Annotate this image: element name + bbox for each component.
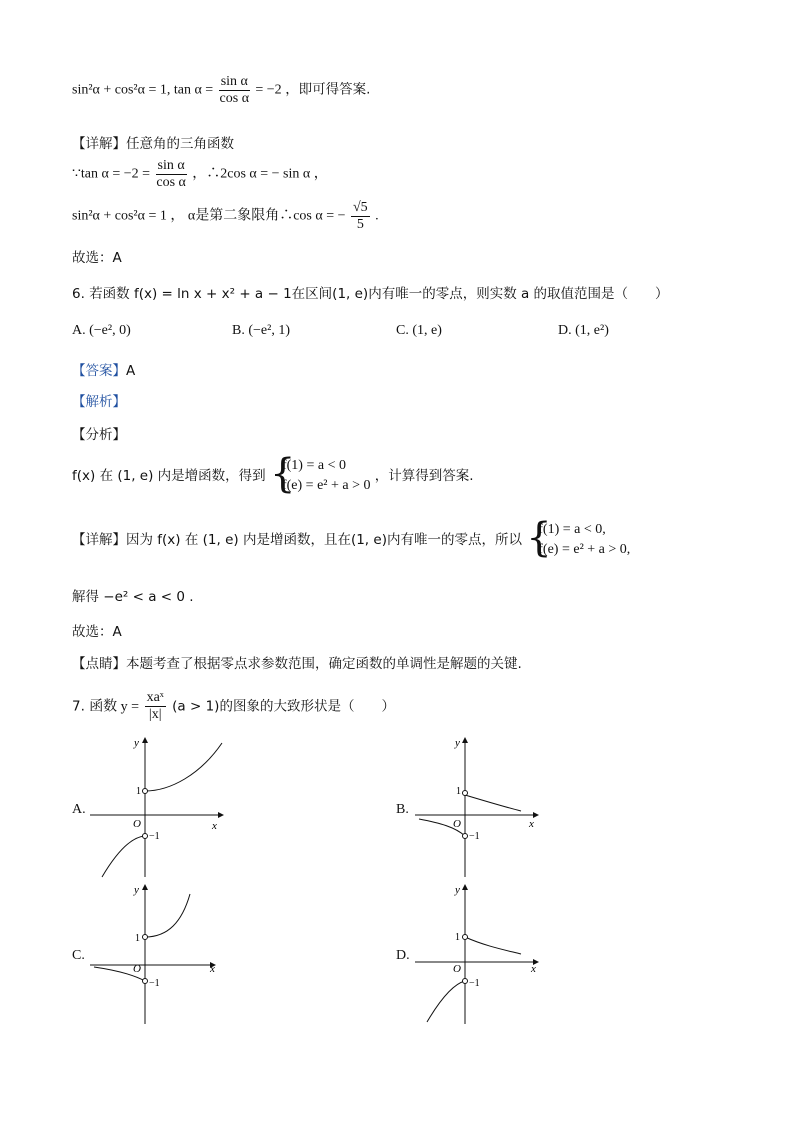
y-axis-label: y: [134, 737, 139, 749]
q6-fenxi-eq2: f(e) = e² + a > 0: [281, 478, 371, 493]
x-axis-label: x: [212, 820, 217, 832]
q6-fenxi-line: [72, 451, 474, 497]
top-formula-line: [72, 74, 370, 107]
x-axis-label: x: [531, 963, 536, 975]
q6-comment-text: 本题考查了根据零点求参数范围，确定函数的单调性是解题的关键.: [126, 656, 522, 672]
q7-graph-a[interactable]: [90, 735, 225, 880]
q6-comment: [72, 652, 522, 672]
q6-solve: 解得 −e² < a < 0 .: [72, 589, 194, 605]
q7-option-b-label[interactable]: B.: [396, 802, 409, 817]
open-point-upper: [143, 935, 148, 940]
detail1-line2: [72, 200, 379, 233]
q6-detail-eq1: f(1) = a < 0,: [538, 522, 606, 537]
q6-comment-label: 【点睛】: [72, 656, 126, 672]
q6-detail-eq2: f(e) = e² + a > 0,: [538, 542, 631, 557]
detail1-line2-frac: [351, 200, 370, 233]
q6-choose: 故选：A: [72, 624, 122, 640]
neg-one-label: −1: [149, 831, 160, 842]
x-axis-label: x: [529, 818, 534, 830]
y-axis-label: y: [134, 884, 139, 896]
q6-option-c[interactable]: [396, 323, 442, 339]
q6-stem-line: [72, 282, 669, 302]
x-axis-label: x: [210, 963, 215, 975]
top-frac-num: sin α: [220, 74, 248, 89]
q6-option-d-value: (1, e²): [575, 323, 609, 338]
one-label: 1: [456, 786, 461, 797]
q6-option-a-label: A.: [72, 323, 86, 338]
q6-option-b[interactable]: [232, 323, 290, 339]
q7-fraction: [145, 690, 166, 723]
top-identity: sin²α + cos²α = 1, tan α =: [72, 82, 217, 98]
q6-option-c-value: (1, e): [412, 323, 442, 338]
detail1-answer: 故选：A: [72, 250, 122, 266]
q6-option-d-label: D.: [558, 323, 572, 338]
curve-left: [427, 981, 465, 1022]
detail1-line2-end: .: [375, 208, 379, 224]
q7-option-d-label[interactable]: D.: [396, 948, 410, 963]
open-point-lower: [463, 834, 468, 839]
q7-option-a-label[interactable]: A.: [72, 802, 86, 817]
open-point-upper: [463, 935, 468, 940]
detail1-label: 【详解】: [72, 136, 126, 152]
y-axis-label: y: [455, 884, 460, 896]
q6-stem: 若函数 f(x) = ln x + x² + a − 1在区间(1, e)内有唯一的零点，则实数 a 的取值范围是（ ）: [89, 286, 669, 302]
open-point-upper: [463, 791, 468, 796]
q6-option-a-value: (−e², 0): [89, 323, 131, 338]
q6-option-a[interactable]: [72, 323, 131, 339]
neg-one-label: −1: [469, 978, 480, 989]
origin-label: O: [453, 818, 461, 830]
curve-left: [102, 836, 145, 877]
detail1-line1-post: ，∴2cos α = − sin α ，: [192, 166, 328, 182]
q6-detail-system: { f(1) = a < 0, f(e) = e² + a > 0,: [526, 515, 631, 561]
y-axis-arrow-icon: [142, 884, 148, 890]
q7-graph-b[interactable]: [415, 735, 550, 880]
curve-right: [145, 743, 222, 791]
neg-one-label: −1: [469, 831, 480, 842]
q6-detail-label: 【详解】: [72, 532, 126, 548]
q6-answer-line: [72, 359, 135, 379]
q6-number: 6.: [72, 286, 85, 302]
origin-label: O: [133, 963, 141, 975]
neg-one-label: −1: [149, 978, 160, 989]
y-axis-arrow-icon: [142, 737, 148, 743]
y-axis-label: y: [455, 737, 460, 749]
q6-option-b-label: B.: [232, 323, 245, 338]
detail1-line1-frac: [156, 158, 187, 191]
q7-option-c-label[interactable]: C.: [72, 948, 85, 963]
top-tail-text: ，即可得答案.: [285, 81, 371, 98]
q6-detail-pre: 因为 f(x) 在 (1, e) 内是增函数，且在(1, e)内有唯一的零点，所以: [126, 532, 522, 548]
top-fraction: [219, 74, 250, 107]
curve-right: [145, 894, 190, 937]
q7-graph-d[interactable]: [415, 882, 550, 1027]
q6-fenxi-system: { f(1) = a < 0 f(e) = e² + a > 0: [269, 451, 371, 497]
one-label: 1: [135, 933, 140, 944]
q7-stem-line: [72, 690, 395, 723]
q6-option-b-value: (−e², 1): [248, 323, 290, 338]
q7-stem-post: (a > 1)的图象的大致形状是（ ）: [172, 698, 395, 715]
q7-graph-c[interactable]: [90, 882, 225, 1027]
q6-fenxi-label: 【分析】: [72, 427, 126, 443]
q7-frac-num: xaˣ: [146, 690, 164, 705]
q6-option-d[interactable]: [558, 323, 609, 339]
x-axis-arrow-icon: [218, 812, 224, 818]
q6-option-c-label: C.: [396, 323, 409, 338]
top-tail-eq: = −2: [255, 82, 282, 98]
open-point-lower: [463, 979, 468, 984]
q7-number: 7.: [72, 698, 85, 715]
detail1-line1-pre: ∵tan α = −2 =: [72, 166, 154, 182]
open-point-upper: [143, 789, 148, 794]
q7-stem-pre: 函数 y =: [89, 699, 143, 715]
detail1-line2-mid: α是第二象限角∴cos α = −: [187, 208, 346, 224]
detail1-line2-num: √5: [352, 200, 368, 215]
q7-frac-den: |x|: [148, 707, 162, 722]
detail1-line1: [72, 158, 328, 191]
curve-right: [465, 937, 521, 954]
open-point-lower: [143, 834, 148, 839]
q6-fenxi-pre: f(x) 在 (1, e) 内是增函数，得到: [72, 468, 266, 484]
q6-fenxi-post: ，计算得到答案.: [374, 468, 474, 484]
q6-analysis-label: 【解析】: [72, 394, 126, 410]
detail1-line2-pre: sin²α + cos²α = 1 ，: [72, 208, 185, 224]
top-frac-den: cos α: [219, 91, 250, 106]
y-axis-arrow-icon: [462, 737, 468, 743]
detail1-line2-den: 5: [356, 217, 364, 232]
detail1-heading: [72, 132, 234, 152]
curve-right: [465, 795, 521, 811]
x-axis-arrow-icon: [533, 812, 539, 818]
origin-label: O: [133, 818, 141, 830]
one-label: 1: [136, 786, 141, 797]
q6-answer: A: [126, 363, 136, 379]
y-axis-arrow-icon: [462, 884, 468, 890]
open-point-lower: [143, 979, 148, 984]
q6-answer-label: 【答案】: [72, 363, 126, 379]
one-label: 1: [455, 932, 460, 943]
q6-fenxi-eq1: f(1) = a < 0: [281, 458, 346, 473]
detail1-line1-den: cos α: [156, 175, 186, 190]
detail1-text: 任意角的三角函数: [126, 136, 234, 152]
q6-detail-line: [72, 515, 631, 561]
origin-label: O: [453, 963, 461, 975]
detail1-line1-num: sin α: [157, 158, 185, 173]
